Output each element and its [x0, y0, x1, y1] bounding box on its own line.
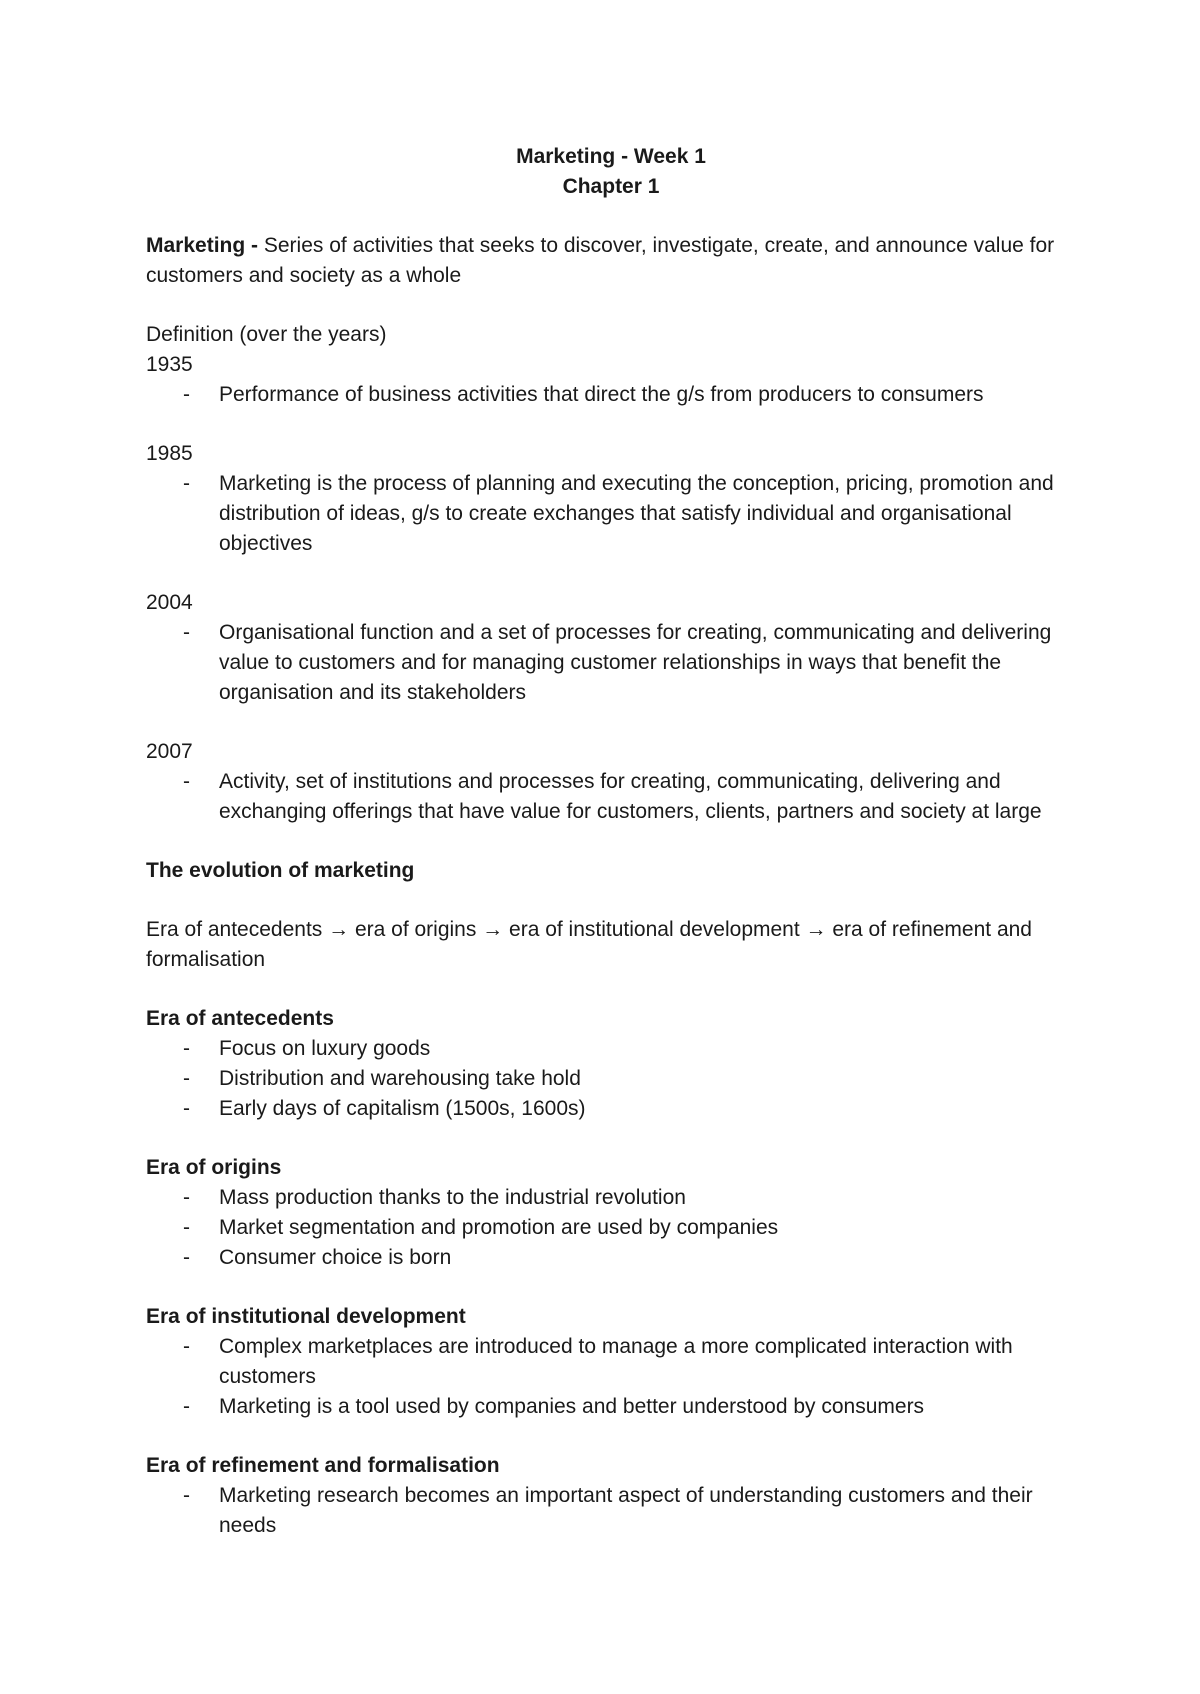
year-label: 2004 — [146, 591, 193, 614]
list-item — [146, 1392, 1076, 1422]
dash-marker: - — [183, 1037, 190, 1060]
dash-marker: - — [183, 1097, 190, 1120]
evolution-summary: Era of antecedents → era of origins → era of institutional development → era of refinement and formalisation — [146, 918, 1032, 971]
definition-list — [146, 380, 1076, 410]
document-title: Marketing - Week 1 — [516, 145, 706, 168]
era-heading: Era of institutional development — [146, 1305, 466, 1328]
list-item — [146, 380, 1076, 410]
dash-marker: - — [183, 1067, 190, 1090]
list-item-text: Mass production thanks to the industrial revolution — [219, 1186, 686, 1209]
era-heading: Era of refinement and formalisation — [146, 1454, 500, 1477]
list-item-text: Early days of capitalism (1500s, 1600s) — [219, 1097, 586, 1120]
year-label: 2007 — [146, 740, 193, 763]
definition-list — [146, 767, 1076, 827]
list-item-text: Marketing is a tool used by companies and better understood by consumers — [219, 1395, 925, 1418]
document-page — [146, 142, 1076, 1541]
era-list — [146, 1183, 1076, 1273]
list-item — [146, 1064, 1076, 1094]
list-item — [146, 618, 1076, 708]
list-item-text: Marketing research becomes an important aspect of understanding customers and their needs — [219, 1484, 1033, 1537]
definition-list — [146, 469, 1076, 559]
dash-marker: - — [183, 383, 190, 406]
list-item-text: Market segmentation and promotion are used by companies — [219, 1216, 779, 1239]
list-item — [146, 469, 1076, 559]
list-item-text: Performance of business activities that direct the g/s from producers to consumers — [219, 383, 984, 406]
list-item-text: Activity, set of institutions and processes for creating, communicating, delivering and exchanging offerings that have value for customers, clients, partners and society at large — [219, 770, 1042, 823]
list-item — [146, 767, 1076, 827]
era-list — [146, 1481, 1076, 1541]
list-item-text: Complex marketplaces are introduced to manage a more complicated interaction with customers — [219, 1335, 1013, 1388]
definition-list — [146, 618, 1076, 708]
list-item — [146, 1034, 1076, 1064]
era-heading: Era of origins — [146, 1156, 282, 1179]
dash-marker: - — [183, 1216, 190, 1239]
dash-marker: - — [183, 621, 190, 644]
list-item-text: Distribution and warehousing take hold — [219, 1067, 581, 1090]
year-label: 1985 — [146, 442, 193, 465]
document-subtitle: Chapter 1 — [562, 175, 660, 198]
dash-marker: - — [183, 1395, 190, 1418]
dash-marker: - — [183, 1335, 190, 1358]
list-item-text: Focus on luxury goods — [219, 1037, 431, 1060]
dash-marker: - — [183, 1246, 190, 1269]
list-item — [146, 1213, 1076, 1243]
list-item-text: Organisational function and a set of processes for creating, communicating and delivering value to customers and for managing customer relationships in ways that benefit the organisation and its stakeholders — [219, 621, 1052, 704]
dash-marker: - — [183, 770, 190, 793]
list-item-text: Marketing is the process of planning and executing the conception, pricing, promotion and distribution of ideas, g/s to create exchanges that satisfy individual and organisational objectives — [219, 472, 1054, 555]
intro-term: Marketing - — [146, 234, 259, 257]
evolution-heading: The evolution of marketing — [146, 859, 415, 882]
list-item — [146, 1183, 1076, 1213]
list-item — [146, 1094, 1076, 1124]
year-label: 1935 — [146, 353, 193, 376]
intro-definition: Series of activities that seeks to discover, investigate, create, and announce value for customers and society as a whole — [146, 234, 1055, 287]
list-item — [146, 1481, 1076, 1541]
dash-marker: - — [183, 472, 190, 495]
era-list — [146, 1332, 1076, 1422]
definitions-heading: Definition (over the years) — [146, 323, 387, 346]
list-item — [146, 1243, 1076, 1273]
era-heading: Era of antecedents — [146, 1007, 334, 1030]
dash-marker: - — [183, 1186, 190, 1209]
intro-paragraph — [146, 231, 1076, 291]
list-item — [146, 1332, 1076, 1392]
list-item-text: Consumer choice is born — [219, 1246, 452, 1269]
dash-marker: - — [183, 1484, 190, 1507]
era-list — [146, 1034, 1076, 1124]
